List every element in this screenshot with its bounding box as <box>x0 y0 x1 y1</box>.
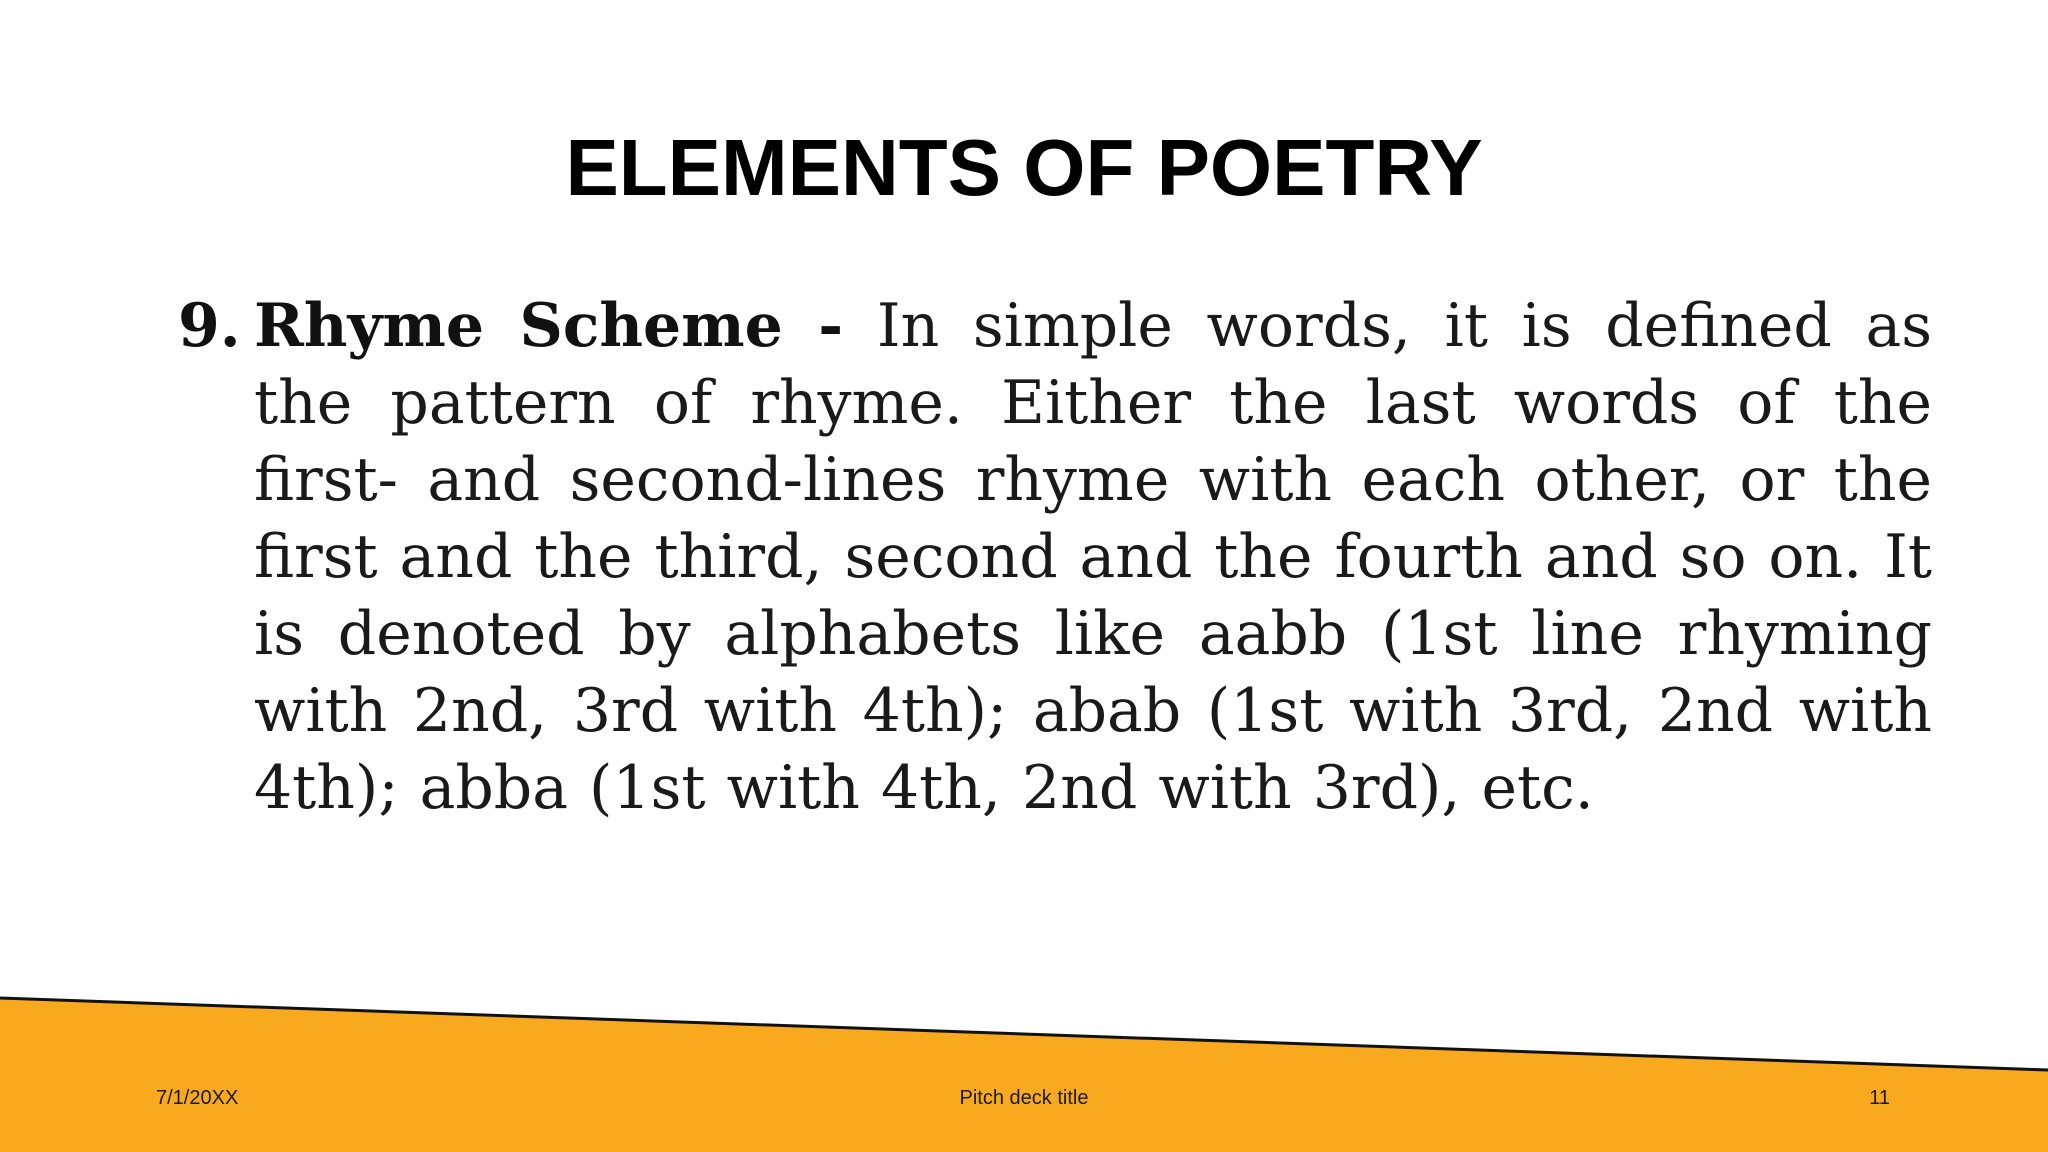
list-item <box>178 288 1932 827</box>
list-item-term: Rhyme Scheme - <box>254 291 844 361</box>
footer-band-shape <box>0 990 2048 1152</box>
list-item-definition: In simple words, it is defined as the pattern of rhyme. Either the last words of the first- and second-lines rhyme with each other, or the first and the third, second and the fourth and so on. It is denoted by alphabets like aabb (1st line rhyming with 2nd, 3rd with 4th); abab (1st with 3rd, 2nd with 4th); abba (1st with 4th, 2nd with 3rd), etc. <box>254 291 1933 823</box>
footer-accent-band <box>0 990 2048 1152</box>
list-item-number: 9. <box>178 291 241 361</box>
slide-title: ELEMENTS OF POETRY <box>565 123 1483 212</box>
footer-band-fill <box>0 998 2048 1152</box>
footer-page-number: 11 <box>1869 1087 1890 1109</box>
footer-date: 7/1/20XX <box>156 1087 239 1109</box>
content-list <box>178 288 1932 827</box>
footer-deck-title: Pitch deck title <box>959 1087 1089 1109</box>
list-item-text <box>254 288 1932 827</box>
